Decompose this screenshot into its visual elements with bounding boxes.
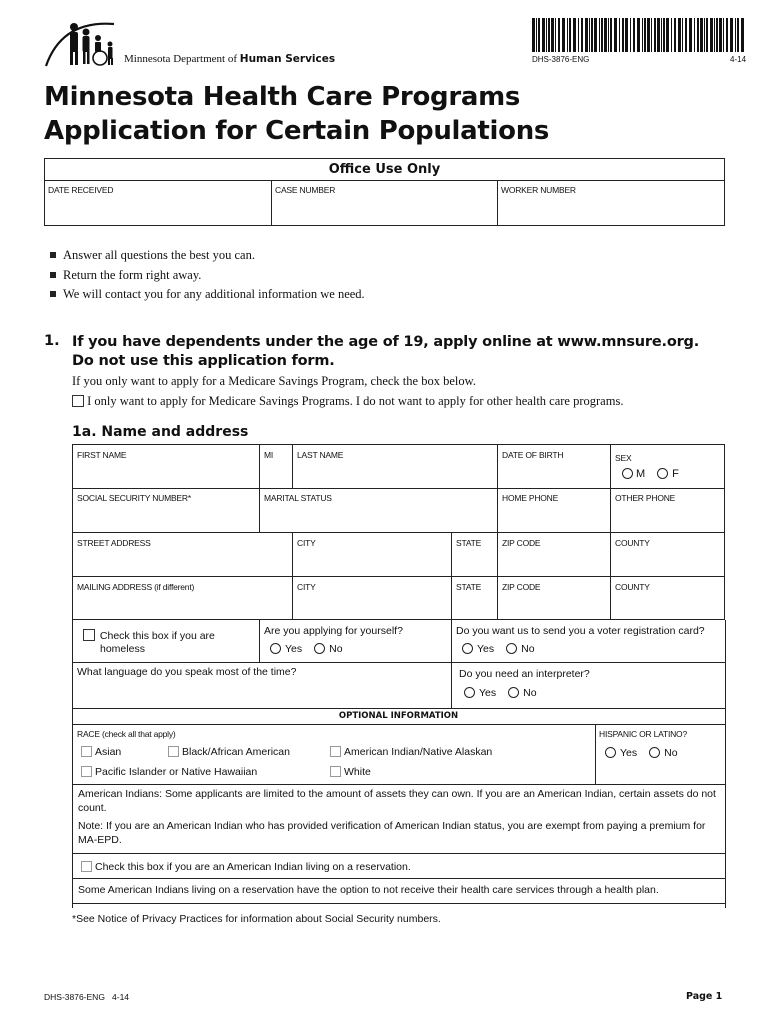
interpreter-yes-label: Yes [479, 687, 497, 699]
divider [595, 724, 596, 784]
race-asian-label: Asian [95, 746, 122, 758]
last-name-label: LAST NAME [297, 450, 344, 460]
hispanic-label: HISPANIC OR LATINO? [599, 729, 687, 739]
mailing-zip-label: ZIP CODE [502, 582, 541, 592]
reservation-row [81, 861, 411, 873]
county-label: COUNTY [615, 538, 650, 548]
first-name-label: FIRST NAME [77, 450, 127, 460]
hispanic-options [605, 747, 678, 759]
homeless-checkbox[interactable] [83, 629, 95, 641]
applying-options [270, 643, 343, 655]
divider [72, 878, 725, 879]
mailing-city-label: CITY [297, 582, 316, 592]
reservation-note: Some American Indians living on a reservation have the option to not receive their health care services through a health plan. [78, 884, 659, 896]
list-item [50, 266, 365, 286]
worker-number-label: WORKER NUMBER [501, 185, 576, 195]
list-item [50, 246, 365, 266]
bullet-text: Return the form right away. [63, 267, 202, 282]
bullet-icon [50, 291, 56, 297]
race-black-option [168, 746, 290, 758]
voter-yes-radio[interactable] [462, 643, 473, 654]
barcode [532, 18, 748, 52]
divider [259, 620, 260, 662]
home-phone-field[interactable] [499, 505, 608, 530]
divider [72, 576, 725, 577]
dob-field[interactable] [499, 462, 608, 486]
divider [72, 662, 725, 663]
interpreter-yes-radio[interactable] [464, 687, 475, 698]
race-pacific-checkbox[interactable] [81, 766, 92, 777]
race-native-option [330, 746, 492, 758]
marital-status-field[interactable] [261, 505, 495, 530]
applying-no-label: No [329, 643, 343, 655]
mi-field[interactable] [261, 462, 290, 486]
worker-number-field[interactable] [499, 196, 723, 224]
reservation-checkbox[interactable] [81, 861, 92, 872]
section-1a-heading: 1a. Name and address [72, 424, 249, 440]
interpreter-no-label: No [523, 687, 537, 699]
divider [72, 620, 73, 908]
street-address-label: STREET ADDRESS [77, 538, 151, 548]
section-1-heading-line-1: If you have dependents under the age of 19, apply online at www.mnsure.org. [72, 334, 700, 350]
divider [72, 853, 725, 854]
mailing-address-label: MAILING ADDRESS (if different) [77, 582, 195, 592]
divider [451, 532, 452, 620]
section-1-heading-line-2: Do not use this application form. [72, 353, 335, 369]
race-pacific-label: Pacific Islander or Native Hawaiian [95, 766, 258, 778]
county-field[interactable] [612, 549, 723, 574]
sex-f-label: F [672, 468, 679, 480]
state-field[interactable] [453, 549, 495, 574]
race-asian-option [81, 746, 121, 758]
race-label: RACE (check all that apply) [77, 729, 176, 739]
divider [72, 488, 725, 489]
divider [72, 784, 725, 785]
dhs-logo [44, 18, 126, 68]
state-label: STATE [456, 538, 482, 548]
race-asian-checkbox[interactable] [81, 746, 92, 757]
bullet-text: Answer all questions the best you can. [63, 248, 255, 262]
divider [497, 444, 498, 532]
mailing-city-field[interactable] [294, 593, 449, 618]
last-name-field[interactable] [294, 462, 495, 486]
title-line-1: Minnesota Health Care Programs [44, 82, 521, 112]
msp-only-checkbox[interactable] [72, 395, 84, 407]
bullet-icon [50, 252, 56, 258]
reservation-label: Check this box if you are an American Indian living on a reservation. [95, 861, 411, 873]
hispanic-no-label: No [664, 747, 678, 759]
race-white-label: White [344, 766, 371, 778]
applying-question: Are you applying for yourself? [264, 625, 403, 637]
interpreter-question: Do you need an interpreter? [459, 668, 590, 680]
form-code: DHS-3876-ENG [532, 55, 590, 64]
department-bold: Human Services [239, 53, 336, 65]
voter-no-radio[interactable] [506, 643, 517, 654]
mailing-zip-field[interactable] [499, 593, 608, 618]
form-date: 4-14 [730, 55, 747, 64]
american-indian-assets-note: American Indians: Some applicants are limited to the amount of assets they can own. If you are an American Indian, certain assets do not count. [78, 788, 716, 814]
optional-info-heading: OPTIONAL INFORMATION [338, 711, 459, 721]
barcode-graphic [532, 18, 748, 52]
section-1-heading [72, 333, 699, 371]
sex-m-label: M [636, 468, 646, 480]
mailing-county-field[interactable] [612, 593, 723, 618]
divider [259, 444, 260, 488]
hispanic-no-radio[interactable] [649, 747, 660, 758]
zip-code-field[interactable] [499, 549, 608, 574]
interpreter-options [464, 687, 537, 699]
case-number-field[interactable] [273, 196, 495, 224]
divider [292, 444, 293, 488]
msp-checkbox-label: I only want to apply for Medicare Savings Programs. I do not want to apply for other health care programs. [87, 394, 624, 408]
race-pacific-option [81, 766, 257, 778]
divider [72, 724, 725, 725]
applying-yes-label: Yes [285, 643, 303, 655]
ssn-label: SOCIAL SECURITY NUMBER* [77, 493, 191, 503]
american-indian-premium-note: Note: If you are an American Indian who has provided verification of American Indian status, you are exempt from paying a premium for MA-EPD. [78, 820, 706, 846]
footer-code: DHS-3876-ENG 4-14 [44, 992, 130, 1002]
voter-options [462, 643, 535, 655]
american-indian-note [78, 788, 720, 847]
divider [497, 180, 498, 226]
department-name [124, 53, 335, 65]
city-field[interactable] [294, 549, 449, 574]
marital-status-label: MARITAL STATUS [264, 493, 332, 503]
race-black-label: Black/African American [182, 746, 290, 758]
voter-question: Do you want us to send you a voter registration card? [456, 625, 705, 637]
race-native-label: American Indian/Native Alaskan [344, 746, 493, 758]
first-name-field[interactable] [74, 462, 256, 486]
mi-label: MI [264, 450, 274, 460]
mailing-state-label: STATE [456, 582, 482, 592]
msp-checkbox-row [72, 394, 623, 409]
language-question: What language do you speak most of the time? [77, 666, 297, 678]
divider [44, 180, 725, 181]
applying-yes-radio[interactable] [270, 643, 281, 654]
race-native-checkbox[interactable] [330, 746, 341, 757]
race-white-checkbox[interactable] [330, 766, 341, 777]
hispanic-yes-radio[interactable] [605, 747, 616, 758]
mailing-address-field[interactable] [74, 593, 290, 618]
interpreter-no-radio[interactable] [508, 687, 519, 698]
hispanic-yes-label: Yes [620, 747, 638, 759]
sex-options [622, 468, 679, 480]
dob-label: DATE OF BIRTH [502, 450, 564, 460]
homeless-label-line-2: homeless [100, 643, 145, 655]
ssn-field[interactable] [74, 505, 256, 530]
divider [271, 180, 272, 226]
divider [72, 532, 725, 533]
department-prefix: Minnesota Department of [124, 53, 240, 65]
race-black-checkbox[interactable] [168, 746, 179, 757]
divider [72, 708, 725, 709]
title-line-2: Application for Certain Populations [44, 116, 550, 146]
section-1-number: 1. [44, 333, 60, 349]
homeless-row [83, 629, 215, 643]
mailing-county-label: COUNTY [615, 582, 650, 592]
msp-intro: If you only want to apply for a Medicare Savings Program, check the box below. [72, 374, 476, 388]
divider [292, 532, 293, 620]
date-received-field[interactable] [46, 196, 268, 224]
divider [610, 444, 611, 620]
page-number: Page 1 [686, 991, 723, 1002]
bullet-text: We will contact you for any additional information we need. [63, 287, 365, 301]
applying-no-radio[interactable] [314, 643, 325, 654]
family-logo-icon [44, 18, 126, 68]
race-white-option [330, 766, 371, 778]
sex-label: SEX [615, 453, 632, 463]
divider [497, 532, 498, 620]
mailing-state-field[interactable] [453, 593, 495, 618]
divider [451, 620, 452, 708]
sex-f-radio[interactable] [657, 468, 668, 479]
privacy-note: *See Notice of Privacy Practices for information about Social Security numbers. [72, 913, 441, 925]
zip-code-label: ZIP CODE [502, 538, 541, 548]
divider [259, 488, 260, 532]
city-label: CITY [297, 538, 316, 548]
home-phone-label: HOME PHONE [502, 493, 559, 503]
instructions-list [50, 246, 365, 305]
voter-no-label: No [521, 643, 535, 655]
case-number-label: CASE NUMBER [275, 185, 336, 195]
office-use-heading: Office Use Only [328, 162, 441, 177]
bullet-icon [50, 272, 56, 278]
date-received-label: DATE RECEIVED [48, 185, 114, 195]
language-field[interactable] [74, 680, 449, 706]
divider [72, 903, 726, 904]
homeless-label-line-1: Check this box if you are [99, 630, 215, 642]
list-item [50, 285, 365, 305]
other-phone-label: OTHER PHONE [615, 493, 676, 503]
other-phone-field[interactable] [612, 505, 723, 530]
street-address-field[interactable] [74, 549, 290, 574]
form-title [44, 80, 549, 148]
sex-m-radio[interactable] [622, 468, 633, 479]
divider [725, 620, 726, 908]
voter-yes-label: Yes [477, 643, 495, 655]
